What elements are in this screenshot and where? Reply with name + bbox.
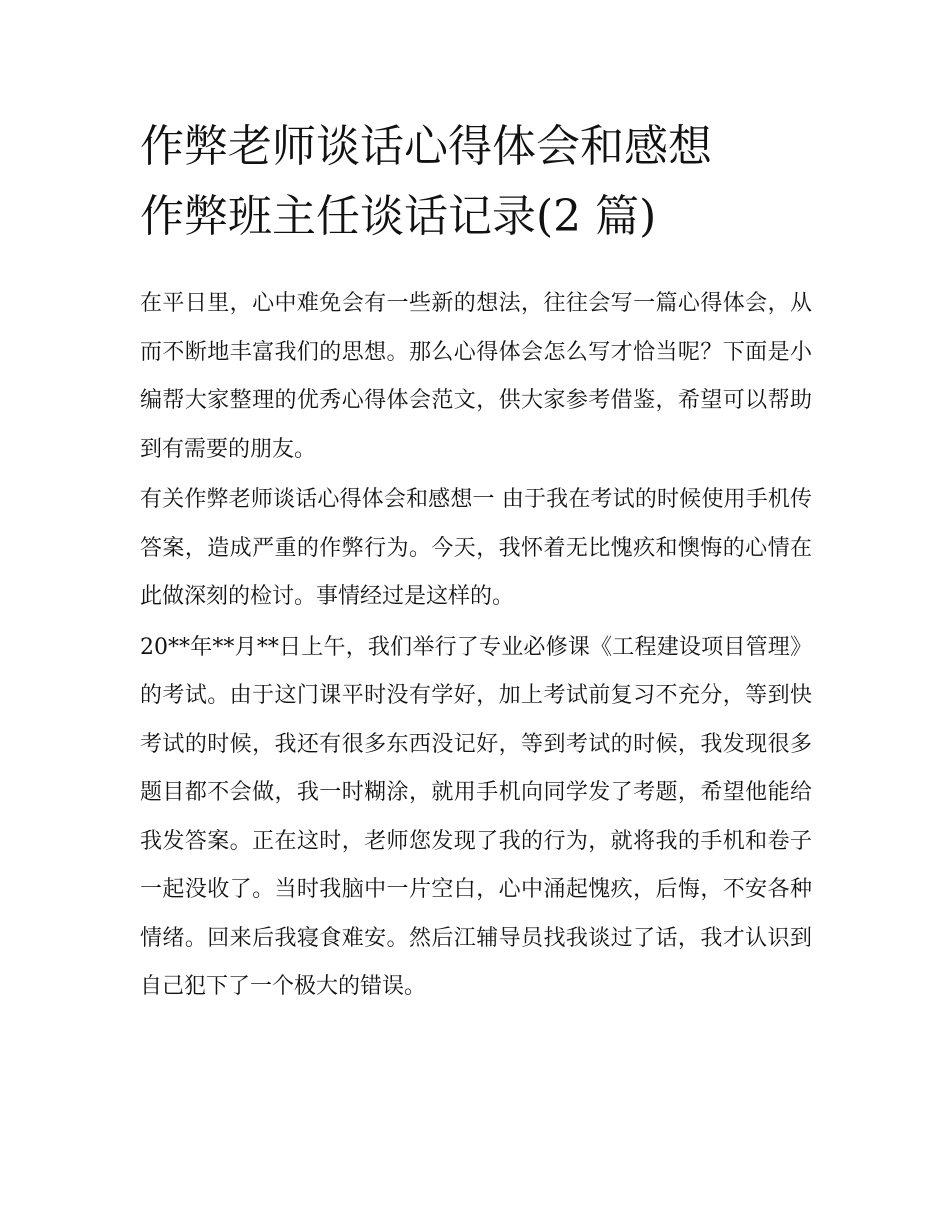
incident-paragraph: 20**年**月**日上午，我们举行了专业必修课《工程建设项目管理》的考试。由于这门课平时没有学好，加上考试前复习不充分，等到快考试的时候，我还有很多东西没记好，等到考试的时候，我发现很多题目都不会做，我一时糊涂，就用手机向同学发了考题，希望他能给我发答案。正在这时，老师您发现了我的行为，就将我的手机和卷子一起没收了。当时我脑中一片空白，心中涌起愧疚，后悔，不安各种情绪。回来后我寝食难安。然后江辅导员找我谈过了话，我才认识到自己犯下了一个极大的错误。 bbox=[140, 634, 812, 999]
intro-paragraph: 在平日里，心中难免会有一些新的想法，往往会写一篇心得体会，从而不断地丰富我们的思想。那么心得体会怎么写才恰当呢？下面是小编帮大家整理的优秀心得体会范文，供大家参考借鉴，希望可以帮助到有需要的朋友。 bbox=[140, 291, 812, 462]
document-body bbox=[140, 280, 812, 1014]
essay-opening-paragraph: 有关作弊老师谈话心得体会和感想一 由于我在考试的时候使用手机传答案，造成严重的作弊行为。今天，我怀着无比愧疚和懊悔的心情在此做深刻的检讨。事情经过是这样的。 bbox=[140, 487, 812, 609]
title-line-2: 作弊班主任谈话记录(2 篇) bbox=[140, 191, 657, 242]
title-line-1: 作弊老师谈话心得体会和感想 bbox=[140, 121, 712, 172]
document-title bbox=[140, 112, 820, 252]
